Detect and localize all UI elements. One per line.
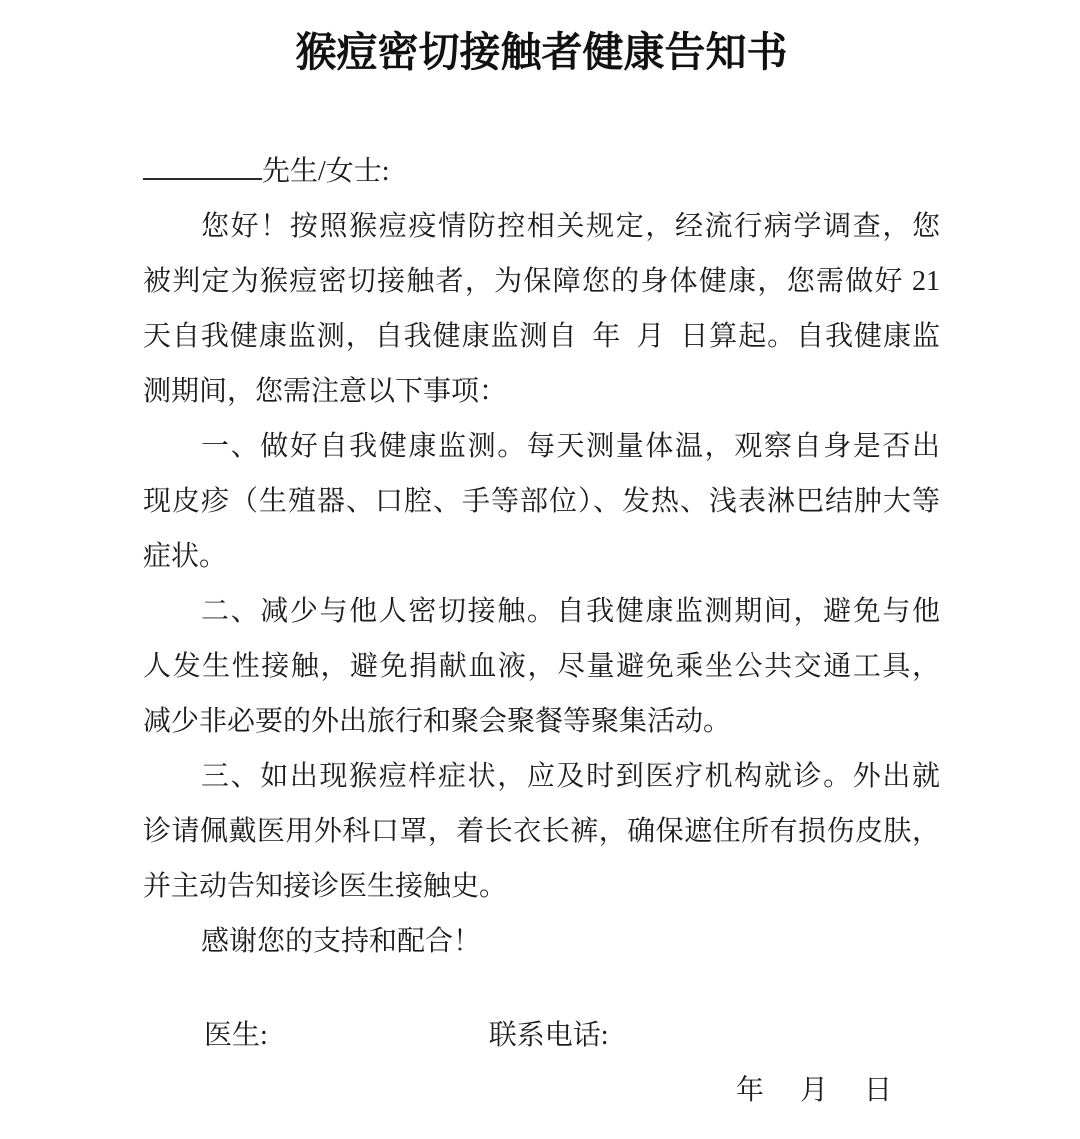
body-line: 一、做好自我健康监测。每天测量体温，观察自身是否出 xyxy=(201,431,940,462)
body-line: 诊请佩戴医用外科口罩，着长衣长裤，确保遮住所有损伤皮肤， xyxy=(143,816,940,847)
salutation-line xyxy=(143,144,940,199)
body-line: 被判定为猴痘密切接触者，为保障您的身体健康，您需做好 21 xyxy=(143,266,940,297)
body-line: 并主动告知接诊医生接触史。 xyxy=(143,871,508,902)
body-line: 现皮疹（生殖器、口腔、手等部位）、发热、浅表淋巴结肿大等 xyxy=(143,486,940,517)
body-line: 您好！按照猴痘疫情防控相关规定，经流行病学调查，您 xyxy=(201,211,940,242)
body-line: 减少非必要的外出旅行和聚会聚餐等聚集活动。 xyxy=(143,706,732,737)
body-line: 人发生性接触，避免捐献血液，尽量避免乘坐公共交通工具， xyxy=(143,651,940,682)
name-blank-line xyxy=(143,152,262,180)
document-title: 猴痘密切接触者健康告知书 xyxy=(295,29,788,75)
doctor-label: 医生: xyxy=(204,1020,268,1051)
body-line: 二、减少与他人密切接触。自我健康监测期间，避免与他 xyxy=(201,596,940,627)
body-line: 测期间，您需注意以下事项： xyxy=(143,376,508,407)
body-line: 感谢您的支持和配合！ xyxy=(201,926,482,957)
salutation-label: 先生/女士: xyxy=(262,156,390,187)
body-line: 三、如出现猴痘样症状，应及时到医疗机构就诊。外出就 xyxy=(201,761,940,792)
signature-row xyxy=(143,1008,940,1063)
phone-label: 联系电话: xyxy=(488,1020,609,1051)
body-line: 天自我健康监测，自我健康监测自 年 月 日算起。自我健康监 xyxy=(143,321,940,352)
body-line: 症状。 xyxy=(143,541,228,572)
date-line: 年 月 日 xyxy=(735,1075,896,1106)
